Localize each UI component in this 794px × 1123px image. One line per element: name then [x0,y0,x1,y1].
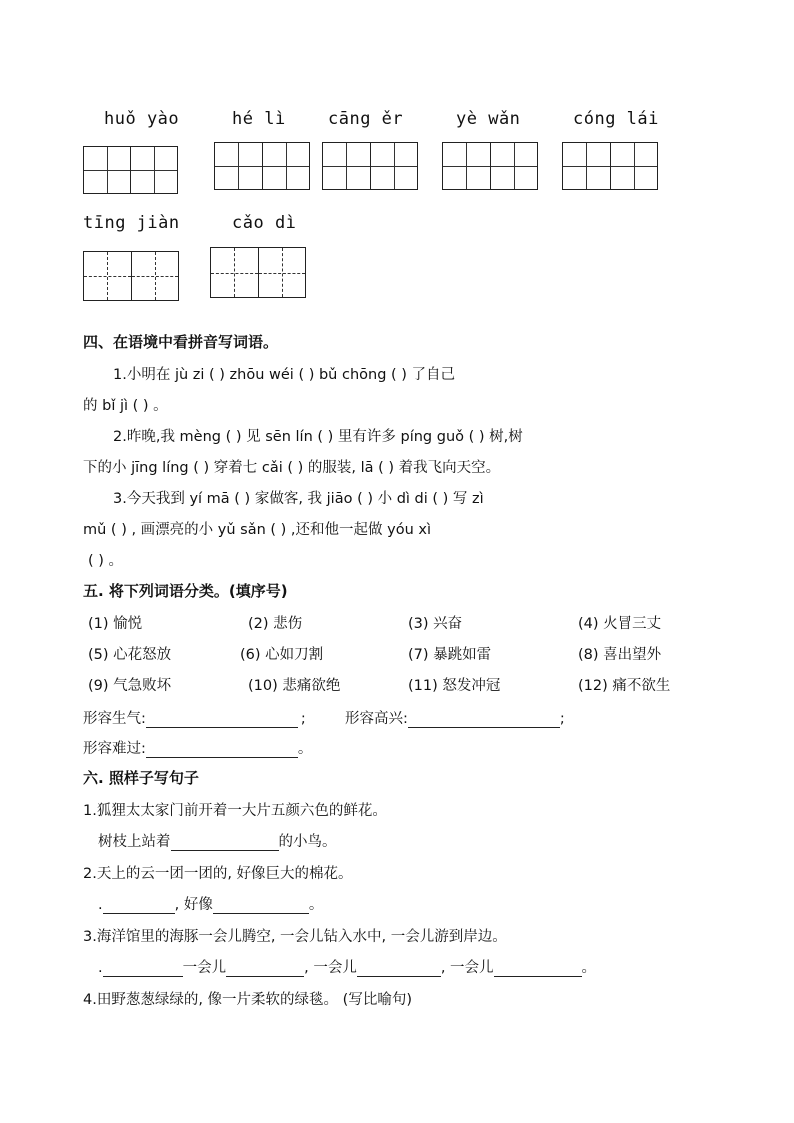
pinyin-label: tīng jiàn [83,213,180,233]
classify-label: 形容难过: [83,741,146,757]
section-6-title: 六. 照样子写句子 [83,769,199,787]
answer-line: 树枝上站着 的小鸟。 [98,834,337,850]
answer-blank[interactable] [103,899,175,914]
pinyin-label: huǒ yào [104,109,180,129]
writing-grid[interactable] [322,142,418,190]
example-sentence: 4.田野葱葱绿绿的, 像一片柔软的绿毯。 (写比喻句) [83,992,412,1008]
sentence-line: mǔ ( ) , 画漂亮的小 yǔ sǎn ( ) ,还和他一起做 yóu xì [83,522,432,538]
word-item: (6) 心如刀割 [240,647,324,663]
sentence-line: 2.昨晚,我 mèng ( ) 见 sēn lín ( ) 里有许多 píng guǒ ( ) 树,树 [113,429,523,445]
word-item: (1) 愉悦 [88,616,143,632]
answer-blank[interactable] [103,962,183,977]
example-sentence: 3.海洋馆里的海豚一会儿腾空, 一会儿钻入水中, 一会儿游到岸边。 [83,929,507,945]
writing-grid[interactable] [210,247,306,298]
word-item: (9) 气急败坏 [88,678,172,694]
answer-line: . 一会儿 , 一会儿 , 一会儿 。 [98,960,597,976]
answer-blank[interactable] [408,713,560,728]
answer-line: . , 好像 。 [98,897,324,913]
answer-blank[interactable] [146,713,298,728]
sentence-line: 下的小 jīng líng ( ) 穿着七 cǎi ( ) 的服装, lā ( ) 着我飞向天空。 [83,460,501,476]
sentence-line: 3.今天我到 yí mā ( ) 家做客, 我 jiāo ( ) 小 dì di ( ) 写 zì [113,491,484,507]
answer-blank[interactable] [357,962,441,977]
answer-blank[interactable] [226,962,304,977]
pinyin-label: yè wǎn [456,109,521,129]
classify-angry-row: 形容生气: ; [83,711,306,727]
classify-label: 形容生气: [83,711,146,727]
sentence-line: 1.小明在 jù zi ( ) zhōu wéi ( ) bǔ chōng ( ) 了自己 [113,367,456,383]
word-item: (11) 怒发冲冠 [408,678,501,694]
word-item: (5) 心花怒放 [88,647,172,663]
classify-sad-row: 形容难过: 。 [83,741,313,757]
writing-grid[interactable] [562,142,658,190]
pinyin-label: cāng ěr [328,109,404,129]
pinyin-label: hé lì [232,109,286,129]
classify-happy-row: 形容高兴: ; [345,711,565,727]
writing-grid[interactable] [442,142,538,190]
word-item: (7) 暴跳如雷 [408,647,492,663]
answer-blank[interactable] [213,899,309,914]
answer-blank[interactable] [494,962,582,977]
section-4-title: 四、在语境中看拼音写词语。 [83,333,279,351]
sentence-line: ( ) 。 [88,553,124,569]
answer-blank[interactable] [146,743,298,758]
word-item: (8) 喜出望外 [578,647,662,663]
word-item: (3) 兴奋 [408,616,463,632]
word-item: (2) 悲伤 [248,616,303,632]
word-item: (12) 痛不欲生 [578,678,671,694]
word-item: (10) 悲痛欲绝 [248,678,341,694]
section-5-title: 五. 将下列词语分类。(填序号) [83,582,288,600]
writing-grid[interactable] [83,251,179,301]
pinyin-label: cóng lái [573,109,659,129]
classify-label: 形容高兴: [345,711,408,727]
answer-blank[interactable] [171,836,279,851]
word-item: (4) 火冒三丈 [578,616,662,632]
writing-grid[interactable] [83,146,178,194]
example-sentence: 2.天上的云一团一团的, 好像巨大的棉花。 [83,866,353,882]
writing-grid[interactable] [214,142,310,190]
example-sentence: 1.狐狸太太家门前开着一大片五颜六色的鲜花。 [83,803,387,819]
pinyin-label: cǎo dì [232,213,297,233]
sentence-line: 的 bǐ jì ( ) 。 [83,398,168,414]
